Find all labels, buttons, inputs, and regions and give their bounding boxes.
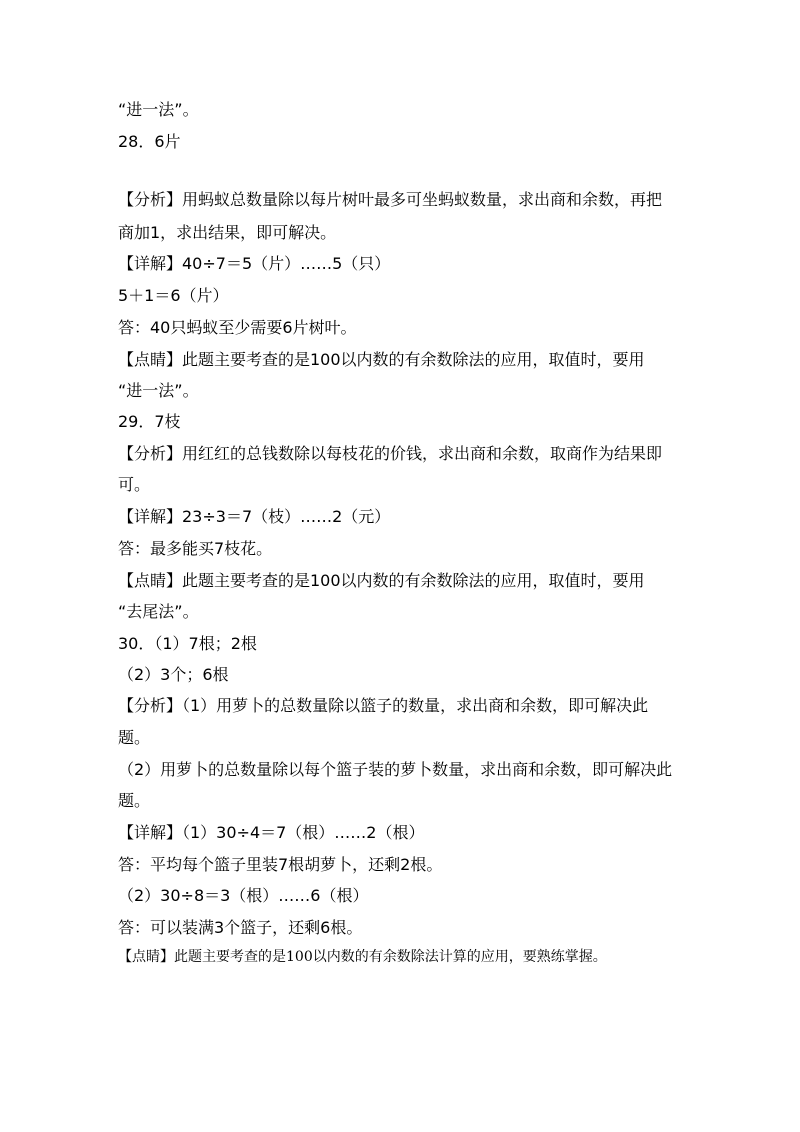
q30-analysis-part-2-line-1: （2）用萝卜的总数量除以每个篮子装的萝卜数量，求出商和余数，即可解决此: [118, 760, 673, 779]
q30-detail-part-1: 【详解】（1）30÷4＝7（根）……2（根）: [118, 823, 425, 842]
q30-analysis-part-2-line-2: 题。: [118, 791, 151, 810]
question-30-answer-part-1: 30．（1）7根；2根: [118, 634, 257, 653]
q30-detail-part-2: （2）30÷8＝3（根）……6（根）: [118, 886, 369, 905]
q29-comment-line-2: “去尾法”。: [118, 602, 199, 621]
question-30-answer-part-2: （2）3个；6根: [118, 665, 229, 684]
q28-calculation: 5＋1＝6（片）: [118, 286, 229, 305]
q30-conclusion-part-2: 答：可以装满3个篮子，还剩6根。: [118, 918, 363, 937]
q29-detail: 【详解】23÷3＝7（枝）……2（元）: [118, 507, 391, 526]
question-29-answer: 29．7枝: [118, 412, 181, 431]
q28-analysis-line-1: 【分析】用蚂蚁总数量除以每片树叶最多可坐蚂蚁数量，求出商和余数，再把: [118, 190, 663, 209]
q29-comment-line-1: 【点睛】此题主要考查的是100以内数的有余数除法的应用，取值时，要用: [118, 571, 645, 590]
q28-comment-line-2: “进一法”。: [118, 381, 199, 400]
q30-conclusion-part-1: 答：平均每个篮子里装7根胡萝卜，还剩2根。: [118, 855, 443, 874]
q28-conclusion: 答：40只蚂蚁至少需要6片树叶。: [118, 318, 357, 337]
text-line: “进一法”。: [118, 100, 199, 119]
q30-analysis-part-1-line-2: 题。: [118, 728, 151, 747]
q29-conclusion: 答：最多能买7枝花。: [118, 539, 273, 558]
q28-comment-line-1: 【点睛】此题主要考查的是100以内数的有余数除法的应用，取值时，要用: [118, 350, 645, 369]
q30-comment: 【点睛】此题主要考查的是100以内数的有余数除法计算的应用，要熟练掌握。: [118, 949, 607, 965]
q28-detail: 【详解】40÷7＝5（片）……5（只）: [118, 254, 391, 273]
question-28-answer: 28．6片: [118, 132, 181, 151]
q29-analysis-line-2: 可。: [118, 475, 151, 494]
q29-analysis-line-1: 【分析】用红红的总钱数除以每枝花的价钱，求出商和余数，取商作为结果即: [118, 444, 663, 463]
q30-analysis-part-1-line-1: 【分析】（1）用萝卜的总数量除以篮子的数量，求出商和余数，即可解决此: [118, 696, 649, 715]
q28-analysis-line-2: 商加1，求出结果，即可解决。: [118, 223, 337, 242]
